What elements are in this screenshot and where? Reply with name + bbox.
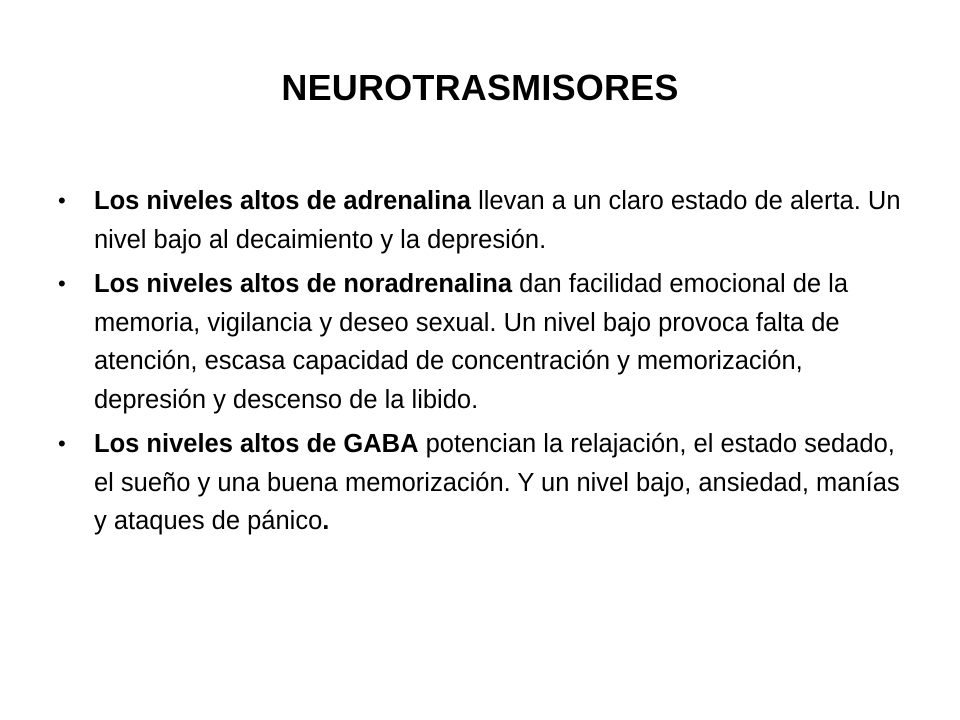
bullet-lead-text: Los niveles altos de adrenalina xyxy=(94,187,471,215)
bullet-lead-text: Los niveles altos de GABA xyxy=(94,430,419,458)
bullet-dot-icon: • xyxy=(58,431,66,456)
bullet-dot-icon: • xyxy=(58,271,66,296)
bullet-dot-icon: • xyxy=(58,188,66,213)
bullet-item-noradrenalina xyxy=(52,265,912,419)
bullet-item-adrenalina xyxy=(52,182,912,259)
bullet-lead-text: Los niveles altos de noradrenalina xyxy=(94,270,513,298)
bullet-body-text: dan facilidad emocional de la memoria, vigilancia y deseo sexual. Un nivel bajo provoca falta de atención, escasa capacidad de concentración y memorización, depresión y descenso de la libido. xyxy=(94,270,849,414)
bullet-list xyxy=(52,182,912,547)
slide-title: NEUROTRASMISORES xyxy=(281,67,679,108)
bullet-item-gaba xyxy=(52,425,912,541)
bullet-body-text: llevan a un claro estado de alerta. Un nivel bajo al decaimiento y la depresión. xyxy=(94,187,901,254)
bullet-body-text: potencian la relajación, el estado sedado, el sueño y una buena memorización. Y un nivel bajo, ansiedad, manías y ataques de pánico xyxy=(94,430,900,535)
bullet-end-period: . xyxy=(322,507,330,535)
